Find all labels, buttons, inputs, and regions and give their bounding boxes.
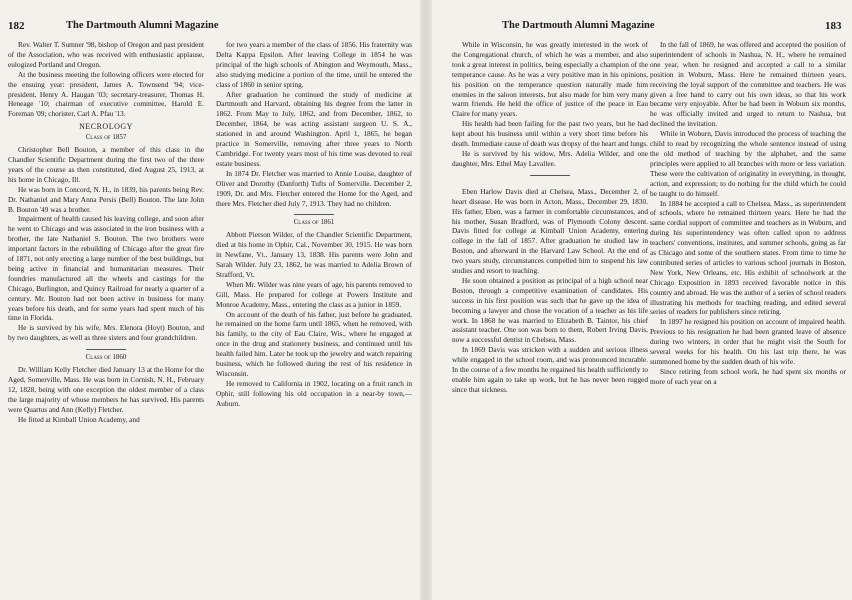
left-page-column-2	[216, 40, 412, 596]
paragraph: Rev. Walter T. Sumner '98, bishop of Oregon and past president of the Association, who was received with enthusiastic applause, eulogized Portland and Oregon.	[8, 40, 204, 69]
paragraph: When Mr. Wilder was nine years of age, his parents removed to Gill, Mass. He prepared for college at Powers Institute and Monroe Academy, Mass., entering the class as a junior in 1859.	[216, 279, 412, 309]
paragraph: In 1869 Davis was stricken with a sudden and serious illness while engaged in the school room, and was pronounced incurable. In the course of a few months he regained his health sufficiently to enable him again to take up work, but he has never been rugged since that sickness.	[452, 345, 648, 394]
class-subheading: Class of 1860	[85, 353, 127, 362]
divider	[294, 214, 334, 215]
paragraph: He is survived by his wife, Mrs. Elenora (Hoyt) Bouton, and by two daughters, as well as three sisters and four grandchildren.	[8, 323, 204, 343]
paragraph: He is survived by his widow, Mrs. Adelia Wilder, and one daughter, Mrs. Ethel May Lavallee.	[452, 148, 648, 168]
running-header: The Dartmouth Alumni Magazine	[66, 20, 219, 31]
running-header: The Dartmouth Alumni Magazine	[502, 20, 655, 31]
paragraph: Christopher Bell Bouton, a member of this class in the Chandler Scientific Department during the first two of the three years of the course as then constituted, died August 25, 1913, at his home in Chicago, Ill.	[8, 145, 204, 184]
paragraph: In 1874 Dr. Fletcher was married to Annie Louise, daughter of Oliver and Dorothy (Danforth) Tufts of Somerville. December 2, 1909, Dr. and Mrs. Fletcher entered the Home for the Aged, and there Mrs. Fletcher died July 7, 1913. They had no children.	[216, 168, 412, 208]
paragraph: Impairment of health caused his leaving college, and soon after he went to Chicago and was associated in the iron business with a brother, the late Nathaniel S. Bouton. The two brothers were important factors in the rebuilding of Chicago after the great fire of 1871, not only erecting a large number of the best buildings, but being active in financial and humanitarian measures. Their foundries manufactured all the wheels and castings for the Chicago, Burlington, and Quincy Railroad for nearly a quarter of a century. Mr. Bouton had not been active in business for many years before his death, and for some years had spent much of his time in Florida.	[8, 214, 204, 323]
section-heading: NECROLOGY	[79, 122, 133, 132]
page-number: 182	[8, 20, 25, 32]
paragraph: His health had been failing for the past two years, but he had kept about his business until within a very short time before his death. Immediate cause of death was dropsy of the heart and lungs.	[452, 119, 648, 149]
paragraph: On account of the death of his father, just before he graduated, he remained on the home farm until 1865, when he removed, with his family, to the city of Eau Claire, Wis., where he engaged at once in the drug and stationery business, and continued until his health failed him. Later he took up the jewelry and watch repairing business, which he followed during the rest of his residence in Wisconsin.	[216, 309, 412, 378]
right-page-column-2	[650, 40, 846, 596]
paragraph: At the business meeting the following officers were elected for the ensuing year: president, James A. Townsend '94; vice-president, Henry A. Haugan '03; secretary-treasurer, Thomas H. Heneage '10; chairman of executive committee, Harold E. Foreman '09; chorister, Carl A. Pfau '13.	[8, 69, 204, 119]
left-page-column-1	[8, 40, 204, 596]
left-page	[0, 0, 420, 600]
paragraph: He removed to California in 1902, locating on a fruit ranch in Ophir, still following his old occupation in a near-by town,—Auburn.	[216, 378, 412, 408]
right-page-column-1	[452, 40, 648, 596]
page-number: 183	[825, 20, 842, 32]
page-gutter	[420, 0, 432, 600]
paragraph: Since retiring from school work, he had spent six months or more of each year on a	[650, 366, 846, 386]
right-page	[432, 0, 852, 600]
paragraph: Eben Harlow Davis died at Chelsea, Mass., December 2, of heart disease. He was born in Acton, Mass., December 29, 1830. His father, Eben, was a farmer in comfortable circumstances, and his mother, Susan Bradford, was of Plymouth Colony descent. Davis fitted for college at Kimball Union Academy, entering college in the fall of 1857. After graduation he studied law in Boston, and afterward in the Harvard Law School. At the end of two years study, circumstances compelled him to suspend his law studies and resort to teaching.	[452, 186, 648, 276]
paragraph: He fitted at Kimball Union Academy, and	[18, 414, 140, 424]
paragraph: He soon obtained a position as principal of a high school near Boston, through a competitive examination of candidates. His success in his first position was such that he gave up the idea of becoming a lawyer and chose the vocation of a teacher as his life work. In 1868 he was married to Elizabeth B. Taintor, his chief assistant teacher. One son was born to them, Robert Irving Davis, now a successful dentist in Chelsea, Mass.	[452, 275, 648, 345]
paragraph: for two years a member of the class of 1856. His fraternity was Delta Kappa Epsilon. After leaving College in 1854 he was principal of the high schools of Abington and Weymouth, Mass., also studying medicine a portion of the time, until he entered the class of 1860 in senior spring.	[216, 40, 412, 89]
class-subheading: Class of 1857	[85, 133, 127, 142]
divider	[86, 349, 126, 350]
class-subheading: Class of 1861	[293, 218, 335, 227]
paragraph: After graduation he continued the study of medicine at Dartmouth and Harvard, obtaining his degree from the latter in 1862. From May to July, 1862, and from December, 1862, to December, 1864, he was acting assistant surgeon U. S. A., stationed in and around Washington. April 1, 1865, he began practice in Somerville, removing after three years to North Cambridge. For twenty years most of his time was devoted to real estate business.	[216, 89, 412, 168]
paragraph: Abbott Pierson Wilder, of the Chandler Scientific Department, died at his home in Ophir, Cal., November 30, 1915. He was born in Newfane, Vt., January 13, 1838. His parents were John and Sarah Wilder. July 23, 1862, he was married to Adelia Brown of Strafford, Vt.	[216, 230, 412, 279]
paragraph: Dr. William Kelly Fletcher died January 13 at the Home for the Aged, Somerville, Mass. He was born in Cornish, N. H., February 12, 1828, being with one exception the oldest member of a class the large majority of whose members he has survived. His parents were Quartus and Ann (Kelly) Fletcher.	[8, 365, 204, 414]
paragraph: He was born in Concord, N. H., in 1839, his parents being Rev. Dr. Nathaniel and Mary Anna Persis (Bell) Bouton. The late John B. Bouton '49 was a brother.	[8, 184, 204, 214]
paragraph: In 1884 he accepted a call to Chelsea, Mass., as superintendent of schools, where he remained thirteen years. Here he had the same cordial support of committee and teachers as in Woburn, and during his superintendency was often called upon to address teachers' conventions, institutes, and summer schools, going as far as Chicago and some of the southern states. From time to time he contributed series of articles to various school journals in Boston, New York, New Orleans, etc. His exhibit of schoolwork at the Chicago Exposition in 1893 received favorable notice in this country and abroad. He was the author of a series of school readers illustrating his methods for teaching reading, and edited several series of readers for publishers since retiring.	[650, 198, 846, 317]
paragraph: In the fall of 1869, he was offered and accepted the position of superintendent of schools in Nashua, N. H., where he remained one year, when he resigned and accepted a call to a similar position in Woburn, Mass. Here he remained thirteen years, receiving the loyal support of the committee and teachers. He was given a free hand to carry out his own ideas, so that his work became very enjoyable. After he had been in Woburn six months, he was officially invited and urged to return to Nashua, but declined the invitation.	[650, 40, 846, 129]
paragraph: While in Wisconsin, he was greatly interested in the work of the Congregational church, of which he was a member, and also took a great interest in politics, being especially a champion of the temperance cause. As he was a very positive man in his opinions, his position on the temperance question naturally made him enemies in the saloon interests, but also made for him very many warm friends. He held the office of justice of the peace in Eau Claire for many years.	[452, 40, 648, 119]
paragraph: In 1897 he resigned his position on account of impaired health. Previous to his resignation he had been granted leave of absence during two winters, in order that he might visit the South for several weeks for his health. On his last trip there, he was summoned home by the sudden death of his wife.	[650, 317, 846, 366]
paragraph: While in Woburn, Davis introduced the process of teaching the child to read by recognizing the whole sentence instead of using the old method of teaching by the alphabet, and the same principles were applied to all branches with more or less variation. These were the cultivation of originality in everything, in thought, action, and expression; to do nothing for the child which he could be taught to do himself.	[650, 129, 846, 198]
divider	[530, 175, 570, 176]
